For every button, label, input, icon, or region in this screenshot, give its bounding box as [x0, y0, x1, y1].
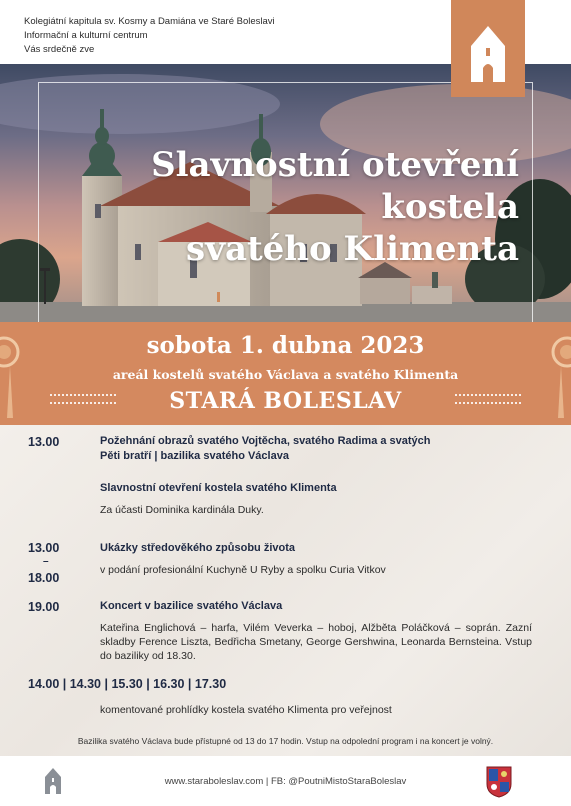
- dotted-divider: [50, 402, 116, 407]
- event-time: 13.00: [28, 435, 60, 449]
- title-line: kostela: [381, 187, 519, 227]
- event-description: Za účasti Dominika kardinála Duky.: [100, 504, 264, 516]
- church-logo-icon: [467, 24, 509, 84]
- dotted-divider: [455, 402, 521, 407]
- event-title-line: Požehnání obrazů svatého Vojtěcha, svatého Radima a svatých: [100, 435, 431, 447]
- title-line: Slavnostní otevření: [151, 145, 519, 185]
- access-note: Bazilika svatého Václava bude přístupné od 13 do 17 hodin. Vstup na odpolední program i na koncert je volný.: [77, 736, 494, 746]
- organizer-line: Informační a kulturní centrum: [24, 30, 148, 41]
- dotted-divider: [50, 394, 116, 399]
- event-title-text: Slavnostní otevření kostela svatého Klimenta: [100, 482, 337, 494]
- event-title-text: [100, 434, 520, 464]
- event-description: v podání profesionální Kuchyně U Ryby a spolku Curia Vitkov: [100, 564, 386, 576]
- footer-contacts: www.staraboleslav.com | FB: @PoutniMistoStaraBoleslav: [164, 776, 407, 787]
- event-title-text: Koncert v bazilice svatého Václava: [100, 600, 283, 612]
- event-time-to: 18.00: [28, 571, 60, 585]
- event-description: Kateřina Englichová – harfa, Vilém Veverka – hoboj, Alžběta Poláčková – soprán. Zazní skladby Ference Liszta, Bedřicha Smetany, George Gershwina, Leonarda Bernsteina. Vstup do baziliky od 18.30.: [100, 622, 532, 662]
- event-title-line: Pěti bratří | bazilika svatého Václava: [100, 450, 289, 462]
- event-date: sobota 1. dubna 2023: [146, 332, 425, 359]
- date-band: [0, 322, 571, 425]
- hero-photo: [0, 64, 571, 322]
- dotted-divider: [455, 394, 521, 399]
- event-time-from: 13.00: [28, 541, 60, 555]
- church-logo-box: [451, 0, 525, 97]
- coat-of-arms-icon: [486, 766, 512, 798]
- event-venue: areál kostelů svatého Václava a svatého Klimenta: [112, 367, 459, 382]
- organizer-lines: [24, 15, 275, 57]
- title-line: svatého Klimenta: [186, 229, 519, 269]
- event-title: [151, 144, 519, 270]
- event-time-separator: –: [43, 556, 49, 567]
- event-times: 14.00 | 14.30 | 15.30 | 16.30 | 17.30: [28, 677, 227, 691]
- event-town: STARÁ BOLESLAV: [169, 388, 402, 414]
- event-description: komentované prohlídky kostela svatého Klimenta pro veřejnost: [100, 704, 392, 716]
- event-title-text: Ukázky středověkého způsobu života: [100, 542, 295, 554]
- footer: [0, 756, 571, 806]
- invitation-line: Vás srdečně zve: [24, 44, 95, 55]
- organizer-line: Kolegiátní kapitula sv. Kosmy a Damiána ve Staré Boleslavi: [24, 16, 275, 27]
- program-section: [0, 425, 571, 756]
- event-time: 19.00: [28, 600, 60, 614]
